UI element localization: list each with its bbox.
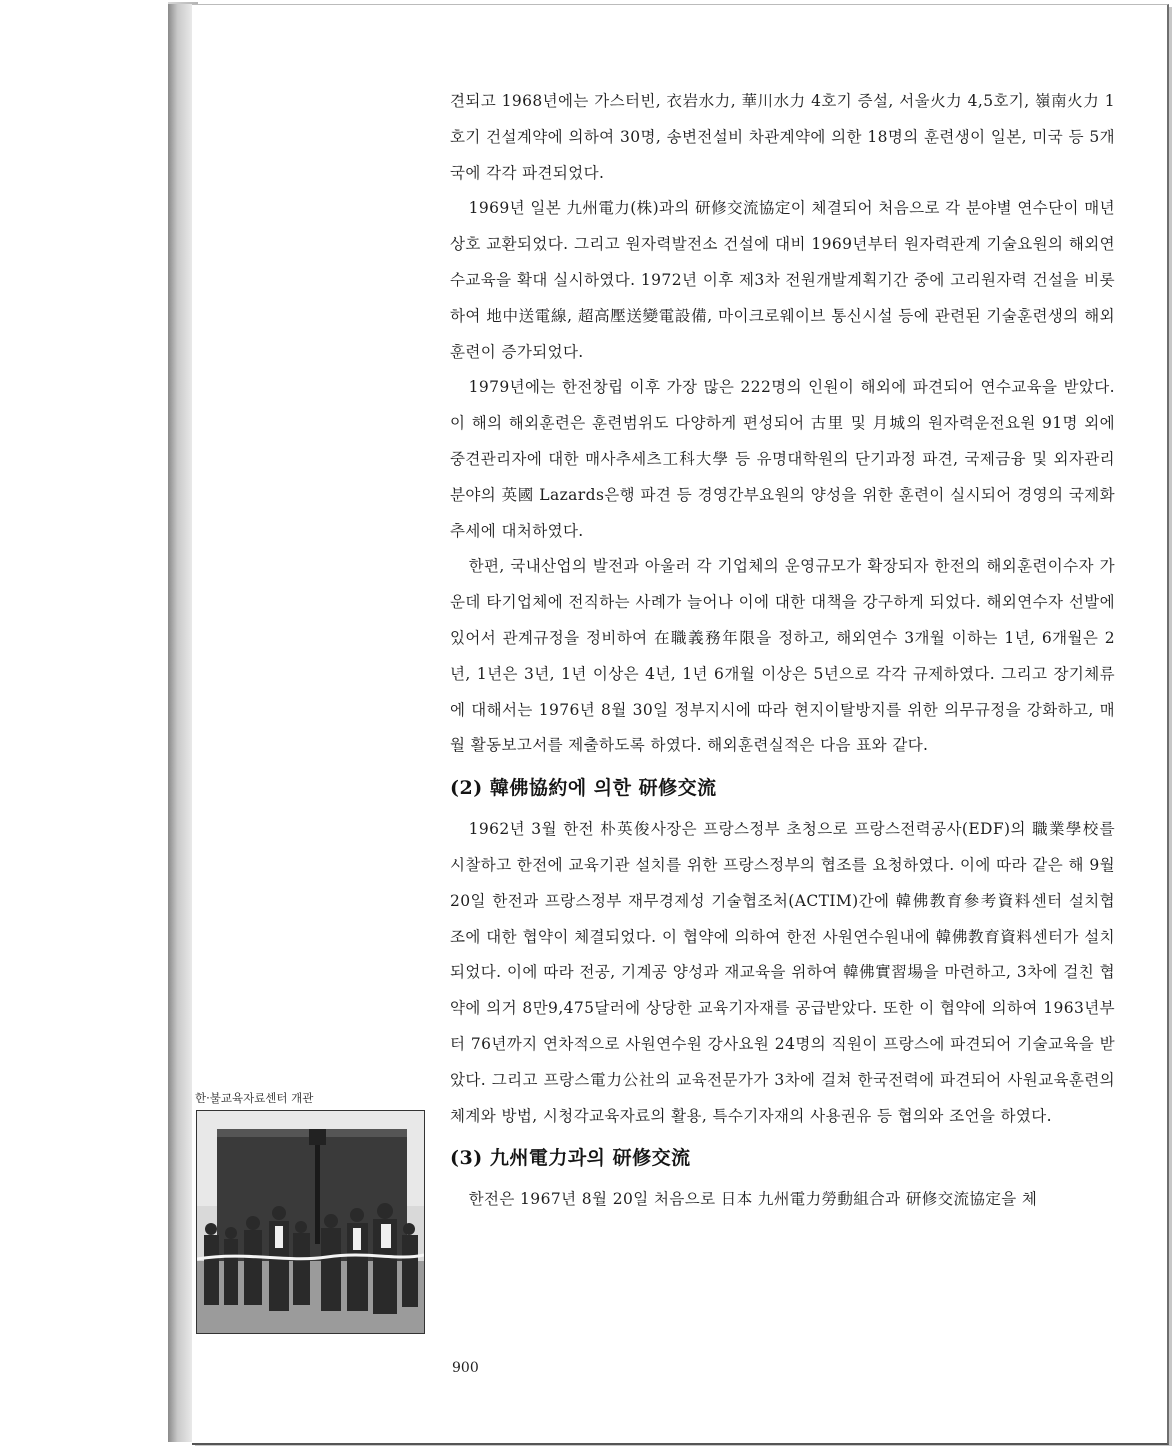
paragraph-3: 1979년에는 한전창립 이후 가장 많은 222명의 인원이 해외에 파견되어 연수교육을 받았다. 이 해의 해외훈련은 훈련범위도 다양하게 편성되어 古里 및 月城의 원자력운전요원 91명 외에 중견관리자에 대한 매사추세츠工科大學 등 유명대학원의 단기과정 파견, 국제금융 및 외자관리분야의 英國 Lazards은행 파견 등 경영간부요원의 양성을 위한 훈련이 실시되어 경영의 국제화 추세에 대처하였다.: [450, 378, 1115, 540]
paragraph-1: 견되고 1968년에는 가스터빈, 衣岩水力, 華川水力 4호기 증설, 서울火力 4,5호기, 嶺南火力 1호기 건설계약에 의하여 30명, 송변전설비 차관계약에 의한 18명의 훈련생이 일본, 미국 등 5개국에 각각 파견되었다.: [450, 92, 1115, 182]
spine-edge: [168, 4, 192, 1442]
section-2-paragraph: 1962년 3월 한전 朴英俊사장은 프랑스정부 초청으로 프랑스전력공사(EDF)의 職業學校를 시찰하고 한전에 교육기관 설치를 위한 프랑스정부의 협조를 요청하였다. 이에 따라 같은 해 9월 20일 한전과 프랑스정부 재무경제성 기술협조처(ACTIM)간에 韓佛教育參考資料센터 설치협조에 대한 협약이 체결되었다. 이 협약에 의하여 한전 사원연수원내에 韓佛教育資料센터가 설치되었다. 이에 따라 전공, 기계공 양성과 재교육을 위하여 韓佛實習場을 마련하고, 3차에 걸친 협약에 의거 8만9,475달러에 상당한 교육기자재를 공급받았다. 또한 이 협약에 의하여 1963년부터 76년까지 연차적으로 사원연수원 강사요원 24명의 직원이 프랑스에 파견되어 기술교육을 받았다. 그리고 프랑스電力公社의 교육전문가가 3차에 걸쳐 한국전력에 파견되어 사원교육훈련의 체계와 방법, 시청각교육자료의 활용, 특수기자재의 사용권유 등 협의와 조언을 하였다.: [450, 820, 1115, 1125]
paragraph-2: 1969년 일본 九州電力(株)과의 研修交流協定이 체결되어 처음으로 각 분야별 연수단이 매년 상호 교환되었다. 그리고 원자력발전소 건설에 대비 1969년부터 원자력관계 기술요원의 해외연수교육을 확대 실시하였다. 1972년 이후 제3차 전원개발계획기간 중에 고리원자력 건설을 비롯하여 地中送電線, 超高壓送變電設備, 마이크로웨이브 통신시설 등에 관련된 기술훈련생의 해외훈련이 증가되었다.: [450, 199, 1115, 361]
page-number: 900: [452, 1360, 479, 1376]
photo-caption: 한·불교육자료센터 개관: [195, 1091, 314, 1105]
body-text: [450, 84, 1115, 1218]
photo-illustration: [197, 1111, 424, 1333]
opening-ceremony-photo: [196, 1110, 425, 1334]
section-3-paragraph: 한전은 1967년 8월 20일 처음으로 日本 九州電力勞動組合과 研修交流協定을 체: [468, 1190, 1038, 1209]
book-spine: [0, 0, 200, 1446]
section-3-heading: (3) 九州電力과의 研修交流: [450, 1147, 691, 1170]
paragraph-4: 한편, 국내산업의 발전과 아울러 각 기업체의 운영규모가 확장되자 한전의 해외훈련이수자 가운데 타기업체에 전직하는 사례가 늘어나 이에 대한 대책을 강구하게 되었다. 해외연수자 선발에 있어서 관계규정을 정비하여 在職義務年限을 정하고, 해외연수 3개월 이하는 1년, 6개월은 2년, 1년은 3년, 1년 이상은 4년, 1년 6개월 이상은 5년으로 각각 규제하였다. 그리고 장기체류에 대해서는 1976년 8월 30일 정부지시에 따라 현지이탈방지를 위한 의무규정을 강화하고, 매월 활동보고서를 제출하도록 하였다. 해외훈련실적은 다음 표와 같다.: [450, 557, 1115, 755]
section-2-heading: (2) 韓佛協約에 의한 研修交流: [450, 777, 717, 800]
